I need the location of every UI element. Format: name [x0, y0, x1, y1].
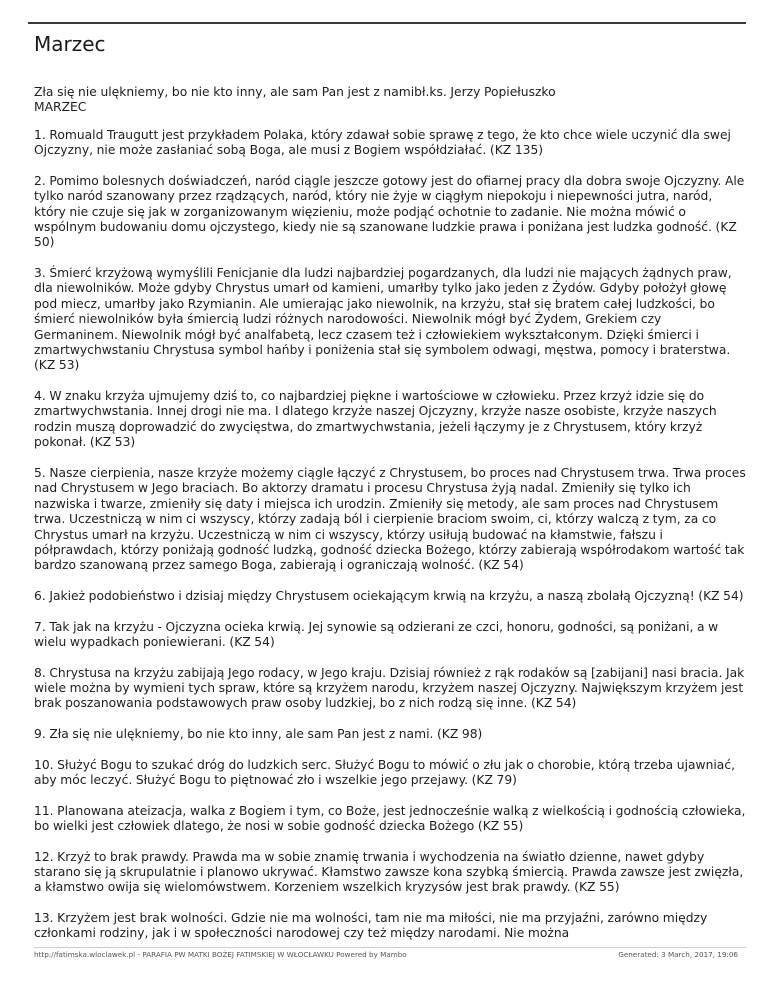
footer-divider — [34, 947, 746, 948]
intro — [34, 85, 746, 116]
paragraph-8: 8. Chrystusa na krzyżu zabijają Jego rodacy, w Jego kraju. Dzisiaj również z rąk rodaków są [zabijani] nasi bracia. Jak wiele można by wymieni tych spraw, które są krzyżem narodu, krzyżem naszej Ojczyzny. Największym krzyżem jest brak poszanowania podstawowych praw osoby ludzkiej, bo z nich rodzą się inne. (KZ 54) — [34, 665, 745, 711]
footer-source-link[interactable]: http://fatimska.wloclawek.pl - PARAFIA PW MATKI BOŻEJ FATIMSKIEJ W WŁOCŁAWKU — [34, 950, 334, 959]
paragraph-1: 1. Romuald Traugutt jest przykładem Polaka, który zdawał sobie sprawę z tego, że kto chce wiele uczynić dla swej Ojczyzny, nie może zasłaniać sobą Boga, ale musi z Bogiem współdziałać. (KZ 135) — [34, 127, 731, 158]
article-body — [34, 85, 746, 957]
footer-source — [34, 950, 407, 959]
paragraph-7: 7. Tak jak na krzyżu - Ojczyzna ocieka krwią. Jej synowie są odzierani ze czci, honoru, godności, są poniżani, a w wielu wypadkach poniewierani. (KZ 54) — [34, 619, 719, 649]
paragraph-4: 4. W znaku krzyża ujmujemy dziś to, co najbardziej piękne i wartościowe w człowieku. Przez krzyż idzie się do zmartwychwstania. Innej drogi nie ma. I dlatego krzyże naszej Ojczyzny, krzyże nasze osobiste, krzyże naszych rodzin muszą doprowadzić do zwycięstwa, do zmartwychwstania, jeżeli łączymy je z Chrystusem, który krzyż pokonał. (KZ 53) — [34, 389, 717, 450]
footer-generated: Generated: 3 March, 2017, 19:06 — [618, 950, 738, 959]
paragraph-11: 11. Planowana ateizacja, walka z Bogiem i tym, co Boże, jest jednocześnie walką z wielkością i godnością człowieka, bo wielki jest człowiek dlatego, że nosi w sobie godność dziecka Bożego (KZ 55) — [34, 803, 746, 833]
footer-powered: Powered by Mambo — [336, 950, 407, 959]
paragraph-13: 13. Krzyżem jest brak wolności. Gdzie nie ma wolności, tam nie ma miłości, nie ma przyjaźni, zarówno między członkami rodziny, jak i w społeczności narodowej czy też między narodami. Nie można — [34, 910, 708, 941]
paragraph-6: 6. Jakież podobieństwo i dzisiaj między Chrystusem ociekającym krwią na krzyżu, a naszą zbolałą Ojczyzną! (KZ 54) — [34, 588, 744, 603]
paragraph-9: 9. Zła się nie ulękniemy, bo nie kto inny, ale sam Pan jest z nami. (KZ 98) — [34, 726, 483, 741]
top-divider — [28, 22, 746, 24]
page-title: Marzec — [34, 32, 106, 56]
paragraph-5: 5. Nasze cierpienia, nasze krzyże możemy ciągle łączyć z Chrystusem, bo proces nad Chrystusem trwa. Trwa proces nad Chrystusem w Jego braciach. Bo aktorzy dramatu i procesu Chrystusa żyją nadal. Zmieniły się tylko ich nazwiska i twarze, zmieniły się daty i miejsca ich urodzin. Zmieniły się metody, ale sam proces nad Chrystusem trwa. Uczestniczą w nim ci wszyscy, którzy zadają ból i cierpienie braciom swoim, ci, którzy walczą z tym, za co Chrystus umarł na krzyżu. Uczestniczą w nim ci wszyscy, którzy usiłują budować na kłamstwie, fałszu i półprawdach, którzy poniżają godność ludzką, godność dziecka Bożego, którzy zabierają współrodakom wartość tak bardzo szanowaną przez samego Boga, zabierają i ograniczają wolność. (KZ 54) — [34, 465, 746, 573]
paragraph-12: 12. Krzyż to brak prawdy. Prawda ma w sobie znamię trwania i wychodzenia na światło dzienne, nawet gdyby starano się ją skrupulatnie i planowo ukrywać. Kłamstwo zawsze kona szybką śmiercią. Prawda zawsze jest zwięzła, a kłamstwo owija się wielomówstwem. Korzeniem wszelkich kryzysów jest brak prawdy. (KZ 55) — [34, 849, 744, 895]
paragraph-3: 3. Śmierć krzyżową wymyślili Fenicjanie dla ludzi najbardziej pogardzanych, dla ludzi nie mających żądnych praw, dla niewolników. Może gdyby Chrystus umarł od kamieni, umarłby tylko jako jeden z Żydów. Gdyby położył głowę pod miecz, umarłby jako Rzymianin. Ale umierając jako niewolnik, na krzyżu, stał się bratem całej ludzkości, bo śmierć niewolników była śmiercią ludzi różnych narodowości. Niewolnik mógł być Żydem, Grekiem czy Germaninem. Niewolnik mógł być analfabetą, lecz czasem też i człowiekiem wykształconym. Dzięki śmierci i zmartwychwstaniu Chrystusa symbol hańby i poniżenia stał się symbolem odwagi, męstwa, pomocy i braterstwa. (KZ 53) — [34, 266, 732, 373]
intro-line: Zła się nie ulękniemy, bo nie kto inny, ale sam Pan jest z namibł.ks. Jerzy Popiełuszko — [34, 85, 556, 99]
intro-heading: MARZEC — [34, 100, 87, 115]
paragraph-10: 10. Służyć Bogu to szukać dróg do ludzkich serc. Służyć Bogu to mówić o złu jak o chorobie, którą trzeba ujawniać, aby móc leczyć. Służyć Bogu to piętnować zło i wszelkie jego przejawy. (KZ 79) — [34, 757, 736, 787]
paragraph-2: 2. Pomimo bolesnych doświadczeń, naród ciągle jeszcze gotowy jest do ofiarnej pracy dla dobra swoje Ojczyzny. Ale tylko naród szanowany przez rządzących, naród, który nie żyje w ciągłym niepokoju i niepewności jutra, naród, który nie czuje się jak w zorganizowanym więzieniu, może podjąć ochotnie to zadanie. Nie można mówić o wspólnym budowaniu domu ojczystego, kiedy nie są szanowane ludzkie prawa i poniżana jest ludzka godność. (KZ 50) — [34, 173, 745, 250]
